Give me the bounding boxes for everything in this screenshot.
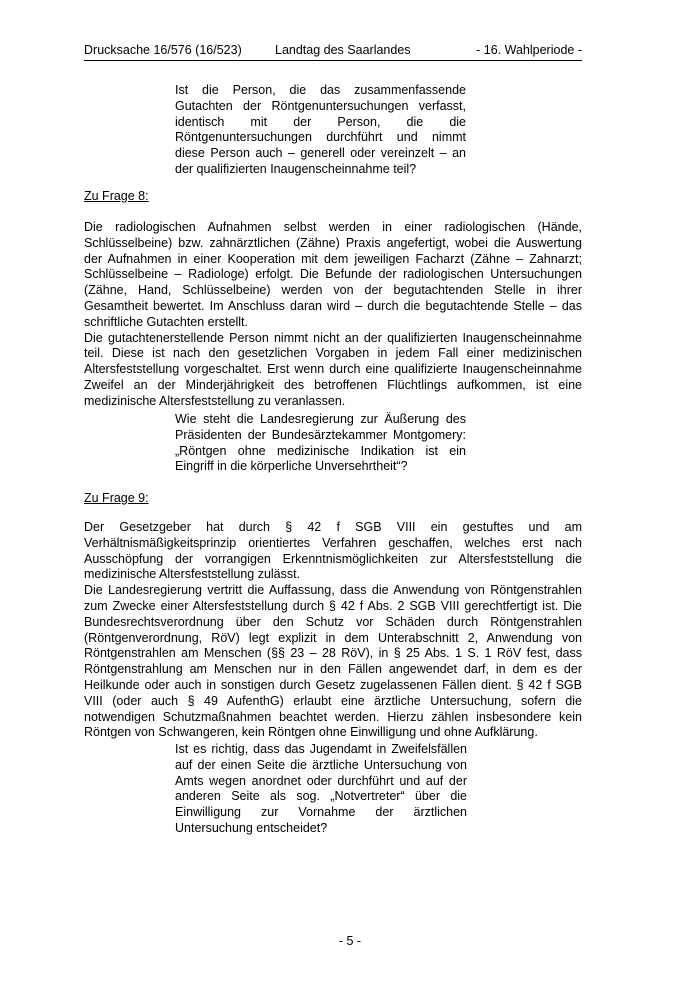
question-9-text: Wie steht die Landesregierung zur Äußerung des Präsidenten der Bundesärztekammer Montgomery: „Röntgen ohne medizinische Indikation ist ein Eingriff in die körperliche Unversehrtheit“? xyxy=(175,412,466,474)
question-10-block xyxy=(175,742,467,837)
question-10-text: Ist es richtig, dass das Jugendamt in Zweifelsfällen auf der einen Seite die ärztliche Untersuchung von Amts wegen anordnet oder durchführt und auf der anderen Seite als sog. „Notvertreter“ über die Einwilligung zur Vornahme der ärztlichen Untersuchung entscheidet? xyxy=(175,742,467,835)
answer-9-label: Zu Frage 9: xyxy=(84,491,149,505)
answer-8-body xyxy=(84,220,582,410)
parliament-name: Landtag des Saarlandes xyxy=(275,43,411,57)
document-number: Drucksache 16/576 (16/523) xyxy=(84,43,242,57)
answer-8-paragraph-1: Die radiologischen Aufnahmen selbst werden in einer radiologischen (Hände, Schlüsselbeine) bzw. zahnärztlichen (Zähne) Praxis angefertigt, wobei die Auswertung der Aufnahmen in einer Kooperation mit dem jeweiligen Facharzt (Zähne – Zahnarzt; Schlüsselbeine – Radiologe) erfolgt. Die Befunde der radiologischen Untersuchungen (Zähne, Hand, Schlüsselbeine) werden von der begutachtenden Stelle in ihrer Gesamtheit bewertet. Im Anschluss daran wird – durch die begutachtende Stelle – das schriftliche Gutachten erstellt. xyxy=(84,220,582,329)
question-9-block xyxy=(175,412,466,475)
answer-9-paragraph-2: Die Landesregierung vertritt die Auffassung, dass die Anwendung von Röntgenstrahlen zum Zwecke einer Altersfeststellung durch § 42 f Abs. 2 SGB VIII gerechtfertigt ist. Die Bundesrechtsverordnung über den Schutz vor Schäden durch Röntgenstrahlen (Röntgenverordnung, RöV) legt explizit in dem Unterabschnitt 2, Anwendung von Röntgenstrahlen am Menschen (§§ 23 – 28 RöV), in § 25 Abs. 1 S. 1 RöV fest, dass Röntgenstrahlung am Menschen nur in den Fällen angewendet darf, in dem es der Heilkunde oder auch in sonstigen durch Gesetz zugelassenen Fällen dient. § 42 f SGB VIII (oder auch § 49 AufenthG) erlaubt eine ärztliche Untersuchung, sofern die notwendigen Schutzmaßnahmen beachtet werden. Hierzu zählen insbesondere kein Röntgen von Schwangeren, kein Röntgen ohne Einwilligung und ohne Aufklärung. xyxy=(84,583,582,740)
answer-9-paragraph-1: Der Gesetzgeber hat durch § 42 f SGB VIII ein gestuftes und am Verhältnismäßigkeitsprinzip orientiertes Verfahren geschaffen, welches erst nach Ausschöpfung der vorrangigen Erkenntnismöglichkeiten zur Altersfeststellung die medizinische Altersfeststellung zulässt. xyxy=(84,520,582,582)
page-number: - 5 - xyxy=(338,934,362,948)
answer-8-paragraph-2: Die gutachtenerstellende Person nimmt nicht an der qualifizierten Inaugenscheinnahme teil. Diese ist nach den gesetzlichen Vorgaben in jedem Fall einer medizinischen Altersfeststellung vorgeschaltet. Erst wenn durch eine qualifizierte Inaugenscheinnahme Zweifel an der Minderjährigkeit des betroffenen Flüchtlings aufkommen, ist eine medizinische Altersfeststellung zu veranlassen. xyxy=(84,330,582,408)
answer-9-body xyxy=(84,520,582,741)
question-7-text: Ist die Person, die das zusammenfassende Gutachten der Röntgenuntersuchungen verfasst, identisch mit der Person, die die Röntgenuntersuchungen durchführt und nimmt diese Person auch – generell oder vereinzelt – an der qualifizierten Inaugenscheinnahme teil? xyxy=(175,83,466,176)
legislative-period: - 16. Wahlperiode - xyxy=(476,43,582,57)
question-7-block xyxy=(175,83,466,178)
answer-8-label: Zu Frage 8: xyxy=(84,189,149,203)
document-header xyxy=(84,42,582,61)
